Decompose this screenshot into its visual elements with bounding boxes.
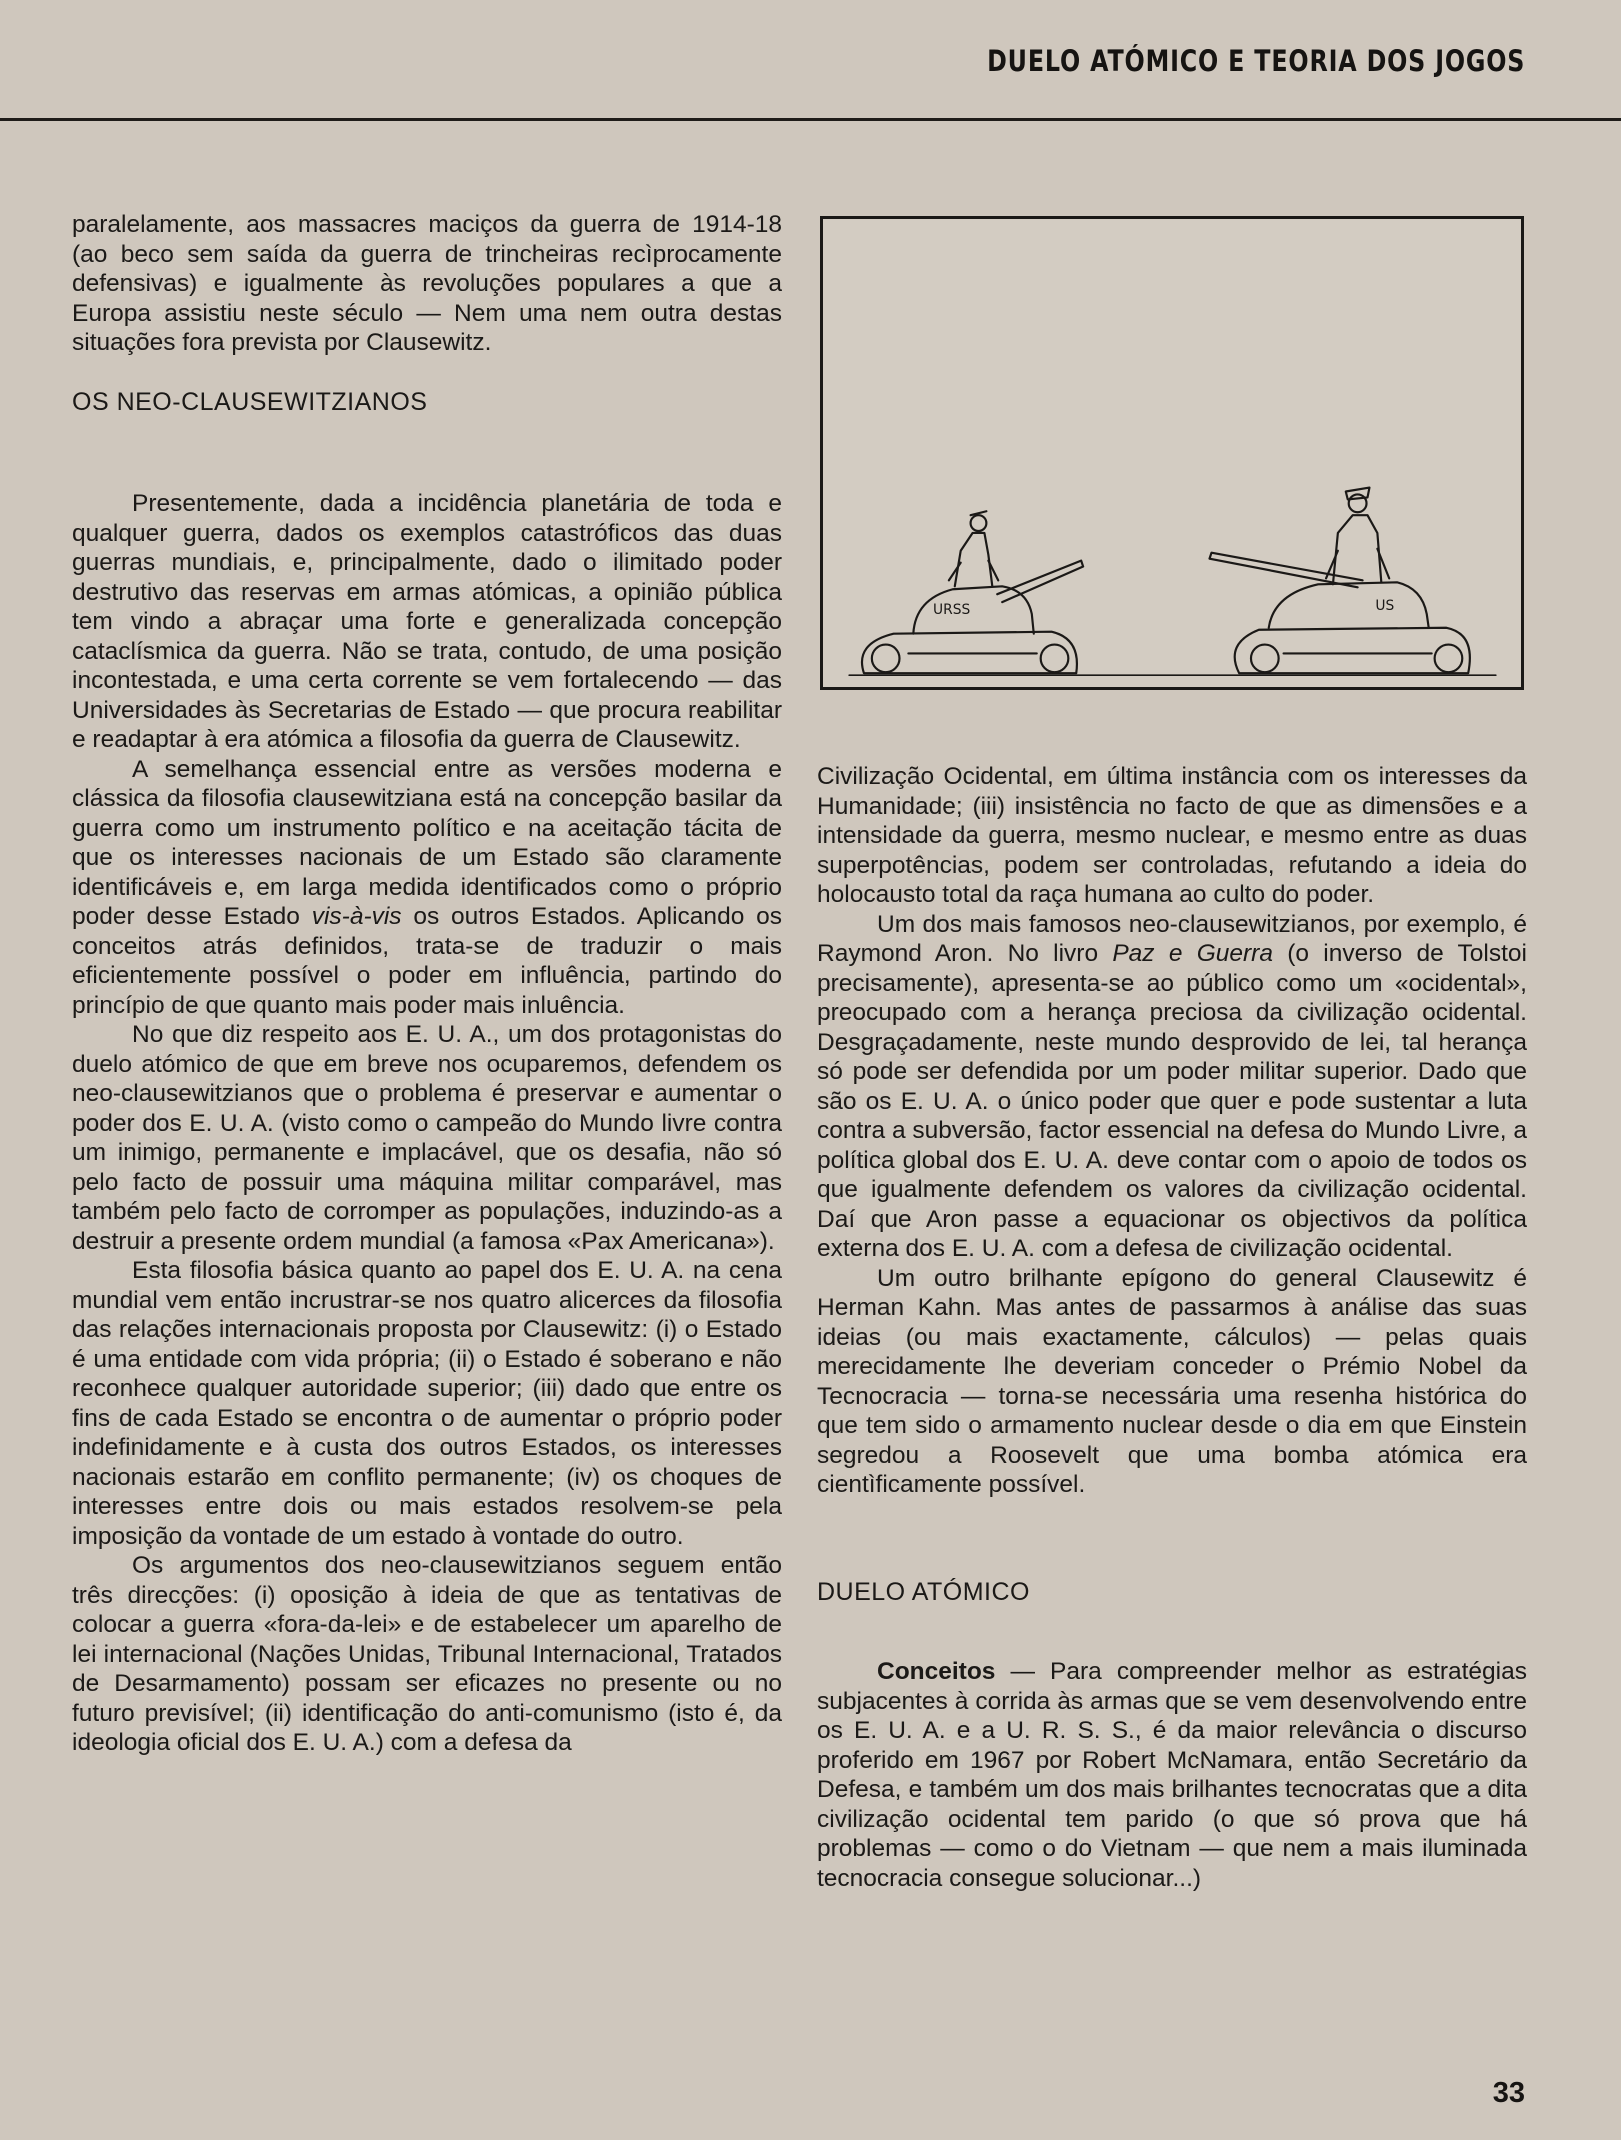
- italic-text: vis-à-vis: [311, 903, 402, 930]
- paragraph: Presentemente, dada a incidência planetária de toda e qualquer guerra, dados os exemplos catastróficos das duas guerras mundiais, e, principalmente, dado o ilimitado poder destrutivo das reservas em armas atómicas, a opinião pública tem vindo a abraçar uma forte e generalizada concepção cataclísmica da guerra. Não se trata, contudo, de uma posição incontestada, e uma certa corrente se vem fortalecendo — das Universidades às Secretarias de Estado — que procura reabilitar e readaptar à era atómica a filosofia da guerra de Clausewitz.: [72, 490, 782, 753]
- paragraph: [72, 755, 782, 1021]
- paragraph: Civilização Ocidental, em última instância com os interesses da Humanidade; (iii) insistência no facto de que as dimensões e a intensidade da guerra, mesmo nuclear, e mesmo entre as duas superpotências, podem ser controladas, refutando a ideia do holocausto total da raça humana ao culto do poder.: [817, 763, 1527, 908]
- us-tank-label: US: [1375, 597, 1395, 614]
- section-heading-neo-clausewitzianos: OS NEO-CLAUSEWITZIANOS: [72, 387, 428, 416]
- page-number: 33: [1492, 2077, 1525, 2109]
- right-column: [817, 762, 1527, 1893]
- paragraph: Os argumentos dos neo-clausewitzianos seguem então três direcções: (i) oposição à ideia de que as tentativas de colocar a guerra «fora-da-lei» e de estabelecer um aparelho de lei internacional (Nações Unidas, Tribunal Internacional, Tratados de Desarmamento) possam ser eficazes no presente ou no futuro previsível; (ii) identificação do anti-comunismo (isto é, da ideologia oficial dos E. U. A.) com a defesa da: [72, 1552, 782, 1756]
- text-run: A semelhança essencial entre as versões moderna e clássica da filosofia clausewitziana está na concepção basilar da guerra como um instrumento político e na aceitação tácita de que os interesses nacionais de um Estado são claramente identificáveis e, em larga medida identificados como o próprio poder desse Estado: [72, 755, 782, 930]
- bold-lead: Conceitos: [877, 1658, 996, 1685]
- paragraph: [817, 1657, 1527, 1893]
- header-rule: [0, 118, 1621, 121]
- paragraph: No que diz respeito aos E. U. A., um dos protagonistas do duelo atómico de que em breve nos ocuparemos, defendem os neo-clausewitzianos que o problema é preservar e aumentar o poder dos E. U. A. (visto como o campeão do Mundo livre contra um inimigo, permanente e implacável, que os desafia, não só pelo facto de possuir uma máquina militar comparável, mas também pelo facto de corromper as populações, induzindo-as a destruir a presente ordem mundial (a famosa «Pax Americana»).: [72, 1021, 782, 1255]
- us-tank: [1210, 488, 1470, 674]
- paragraph: Um outro brilhante epígono do general Clausewitz é Herman Kahn. Mas antes de passarmos à análise das suas ideias (ou mais exactamente, cálculos) — pelas quais merecidamente lhe deveriam conceder o Prémio Nobel da Tecnocracia — torna-se necessária uma resenha histórica do que tem sido o armamento nuclear desde o dia em que Einstein segredou a Roosevelt que uma bomba atómica era cientìficamente possível.: [817, 1264, 1527, 1498]
- cartoon-drawing: [823, 219, 1521, 687]
- left-column: [72, 210, 782, 1758]
- italic-text: Paz e Guerra: [1112, 940, 1273, 967]
- running-header: DUELO ATÓMICO E TEORIA DOS JOGOS: [986, 44, 1525, 78]
- paragraph: [817, 910, 1527, 1264]
- text-run: Um dos mais famosos neo-clausewitzianos, por exemplo, é Raymond Aron. No livro: [817, 910, 1527, 967]
- urss-tank-label: URSS: [933, 601, 971, 618]
- intro-paragraph: paralelamente, aos massacres maciços da guerra de 1914-18 (ao beco sem saída da guerra de trincheiras recìprocamente defensivas) e igualmente às revoluções populares a que a Europa assistiu neste século — Nem uma nem outra destas situações fora prevista por Clausewitz.: [72, 211, 782, 356]
- section-heading-duelo-atomico: DUELO ATÓMICO: [817, 1577, 1031, 1606]
- text-run: — Para compreender melhor as estratégias subjacentes à corrida às armas que se vem desenvolvendo entre os E. U. A. e a U. R. S. S., é da maior relevância o discurso proferido em 1967 por Robert McNamara, então Secretário da Defesa, e também um dos mais brilhantes tecnocratas que a dita civilização ocidental tem parido (o que só prova que há problemas — como o do Vietnam — que nem a mais iluminada tecnocracia consegue solucionar...): [817, 1658, 1527, 1892]
- paragraph: Esta filosofia básica quanto ao papel dos E. U. A. na cena mundial vem então incrustrar-se nos quatro alicerces da filosofia das relações internacionais proposta por Clausewitz: (i) o Estado é uma entidade com vida própria; (ii) o Estado é soberano e não reconhece qualquer autoridade superior; (iii) dado que entre os fins de cada Estado se encontra o de aumentar o próprio poder indefinidamente e à custa dos outros Estados, os interesses nacionais estarão em conflito permanente; (iv) os choques de interesses entre dois ou mais estados resolvem-se pela imposição da vontade de um estado à vontade do outro.: [72, 1257, 782, 1550]
- text-run: os outros Estados. Aplicando os conceitos atrás definidos, trata-se de traduzir o mais eficientemente possível o poder em influência, partindo do princípio de que quanto mais poder mais inluência.: [72, 903, 782, 1019]
- urss-tank: [862, 511, 1083, 673]
- text-run: (o inverso de Tolstoi precisamente), apresenta-se ao público como um «ocidental», preocupado com a herança preciosa da civilização ocidental. Desgraçadamente, neste mundo desprovido de lei, tal herança só pode ser defendida por um poder militar superior. Dado que são os E. U. A. o único poder que quer e pode sustentar a luta contra a subversão, factor essencial na defesa do Mundo Livre, a política global dos E. U. A. deve contar com o apoio de todos os que igualmente defendem os valores da civilização ocidental. Daí que Aron passe a equacionar os objectivos da política externa dos E. U. A. com a defesa de civilização ocidental.: [817, 940, 1527, 1262]
- tank-duel-cartoon: [820, 216, 1524, 690]
